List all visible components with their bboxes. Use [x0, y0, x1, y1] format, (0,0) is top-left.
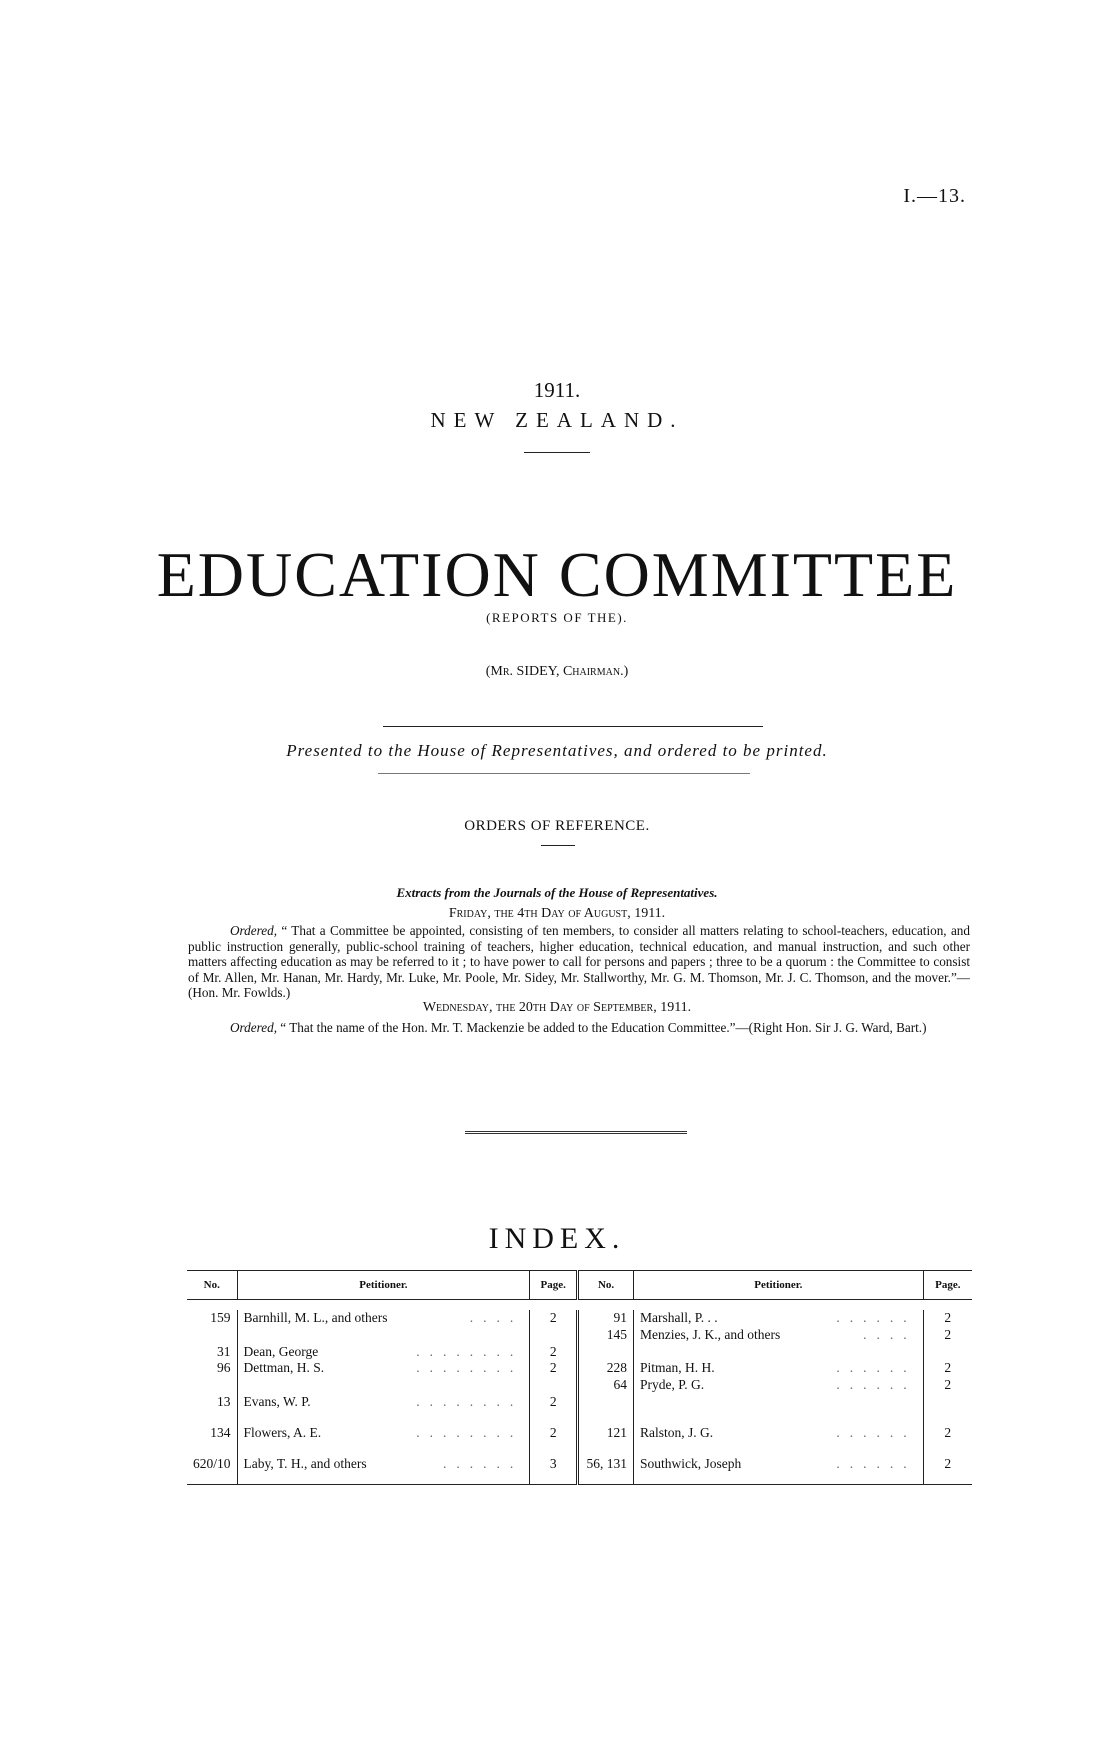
petitioner-name: Menzies, J. K., and others ....	[634, 1327, 924, 1344]
table-row	[187, 1344, 972, 1361]
page-number: 2	[530, 1344, 578, 1361]
petition-number: 96	[217, 1360, 231, 1376]
petitioner-name: Pryde, P. G. ......	[634, 1377, 924, 1394]
petition-number: 228	[578, 1360, 634, 1377]
page-number: 2	[923, 1442, 972, 1485]
petition-number: 121	[578, 1411, 634, 1442]
petition-number: 159	[210, 1310, 231, 1325]
column-header: Petitioner.	[634, 1271, 924, 1300]
petitioner-name: Marshall, P. . . ......	[634, 1310, 924, 1327]
petitioner-name	[634, 1344, 924, 1361]
petition-number	[187, 1377, 237, 1394]
order-paragraph	[188, 923, 970, 1001]
table-row	[187, 1327, 972, 1344]
table-row	[187, 1394, 972, 1411]
page-number	[923, 1344, 972, 1361]
country: NEW ZEALAND.	[430, 408, 684, 432]
page-number	[530, 1377, 578, 1394]
index-table	[187, 1270, 972, 1485]
orders-heading: ORDERS OF REFERENCE.	[464, 818, 650, 834]
petition-number: 56, 131	[578, 1442, 634, 1485]
ordered-label: Ordered,	[230, 923, 277, 938]
document-title: EDUCATION COMMITTEE	[156, 539, 958, 610]
index-title: INDEX.	[488, 1222, 626, 1255]
order-paragraph	[188, 1020, 970, 1036]
petitioner-name: Barnhill, M. L., and others ....	[237, 1310, 530, 1327]
divider	[378, 773, 750, 774]
divider	[541, 845, 575, 846]
petitioner-name	[237, 1377, 530, 1394]
table-row	[187, 1360, 972, 1377]
table-row	[187, 1310, 972, 1327]
petition-number	[578, 1344, 634, 1361]
page-number	[530, 1327, 578, 1344]
petition-number: 91	[578, 1310, 634, 1327]
page-number: 3	[530, 1442, 578, 1485]
petition-number: 13	[217, 1393, 231, 1409]
document-reference: I.—13.	[903, 185, 966, 207]
ordered-label: Ordered,	[230, 1020, 277, 1035]
order-date: Wednesday, the 20th Day of September, 1911.	[422, 1000, 692, 1015]
petitioner-name: Dettman, H. S. ........	[237, 1360, 530, 1377]
petition-number: 620/10	[193, 1455, 231, 1471]
table-row	[187, 1377, 972, 1394]
page-number: 2	[923, 1360, 972, 1377]
page-number: 2	[923, 1310, 972, 1327]
petitioner-name: Pitman, H. H. ......	[634, 1360, 924, 1377]
presented-line: Presented to the House of Representatives, and ordered to be printed.	[286, 741, 828, 760]
page-number: 2	[530, 1360, 578, 1377]
divider	[524, 452, 590, 453]
column-header: Page.	[530, 1271, 578, 1300]
petitioner-name: Dean, George ........	[237, 1344, 530, 1361]
column-header: Petitioner.	[237, 1271, 530, 1300]
page-number: 2	[530, 1310, 578, 1327]
document-subtitle: (REPORTS OF THE).	[486, 610, 628, 625]
petitioner-name	[237, 1327, 530, 1344]
petition-number: 134	[210, 1424, 231, 1440]
petition-number: 145	[578, 1327, 634, 1344]
page-number: 2	[923, 1327, 972, 1344]
column-header: No.	[578, 1271, 634, 1300]
page-number: 2	[530, 1411, 578, 1442]
order-text: “ That the name of the Hon. Mr. T. Mackenzie be added to the Education Committee.”—(Right Hon. Sir J. G. Ward, Bart.)	[277, 1020, 927, 1035]
page-number: 2	[923, 1411, 972, 1442]
order-text: “ That a Committee be appointed, consisting of ten members, to consider all matters relating to school-teachers, education, and public instruction generally, public-school training of teachers, higher education, technical education, and manual instruction, and such other matters affecting education as may be referred to it ; to have power to call for persons and papers ; three to be a quorum : the Committee to consist of Mr. Allen, Mr. Hanan, Mr. Hardy, Mr. Luke, Mr. Poole, Mr. Sidey, Mr. Stallworthy, Mr. G. M. Thomson, Mr. J. C. Thomson, and the mover.”—(Hon. Mr. Fowlds.)	[188, 923, 970, 1001]
petitioner-name: Southwick, Joseph ......	[634, 1442, 924, 1485]
petition-number	[578, 1394, 634, 1411]
petitioner-name: Ralston, J. G. ......	[634, 1411, 924, 1442]
petition-number: 31	[217, 1343, 231, 1359]
order-date: Friday, the 4th Day of August, 1911.	[448, 906, 666, 921]
year: 1911.	[533, 378, 581, 402]
petition-number: 64	[578, 1377, 634, 1394]
column-header: No.	[187, 1271, 237, 1300]
page-number	[923, 1394, 972, 1411]
page-number: 2	[530, 1394, 578, 1411]
page-number: 2	[923, 1377, 972, 1394]
column-header: Page.	[923, 1271, 972, 1300]
petitioner-name: Evans, W. P. ........	[237, 1394, 530, 1411]
chairman-line: (Mr. SIDEY, Chairman.)	[485, 664, 629, 679]
divider	[465, 1131, 687, 1134]
petition-number	[187, 1327, 237, 1344]
petitioner-name	[634, 1394, 924, 1411]
petitioner-name: Laby, T. H., and others ......	[237, 1442, 530, 1485]
divider	[383, 726, 763, 727]
table-row	[187, 1442, 972, 1485]
petitioner-name: Flowers, A. E. ........	[237, 1411, 530, 1442]
extracts-note: Extracts from the Journals of the House of Representatives.	[396, 885, 718, 900]
table-row	[187, 1411, 972, 1442]
